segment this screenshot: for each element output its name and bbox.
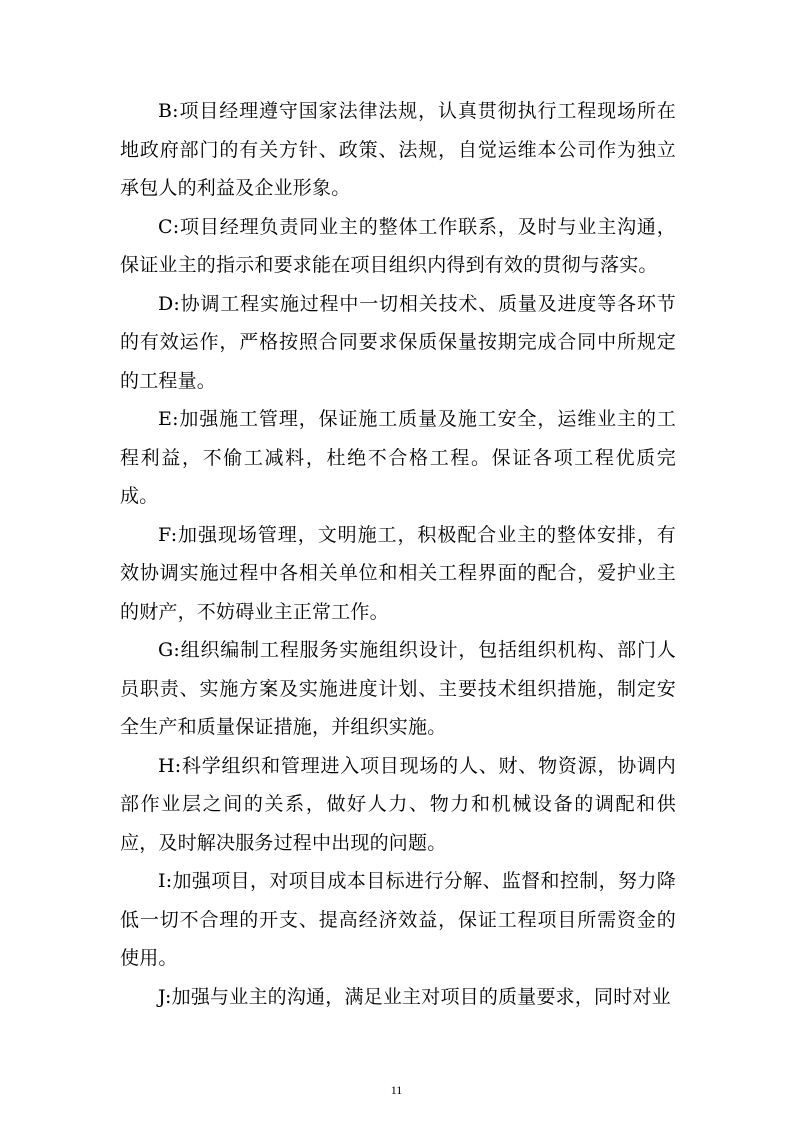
paragraph-b: B:项目经理遵守国家法律法规，认真贯彻执行工程现场所在地政府部门的有关方针、政策、法规，自觉运维本公司作为独立承包人的利益及企业形象。 [120,100,676,199]
paragraph-d: D:协调工程实施过程中一切相关技术、质量及进度等各环节的有效运作，严格按照合同要求保质保量按期完成合同中所规定的工程量。 [120,292,676,392]
paragraph-g: G:组织编制工程服务实施组织设计，包括组织机构、部门人员职责、实施方案及实施进度计划、主要技术组织措施，制定安全生产和质量保证措施，并组织实施。 [120,639,676,738]
paragraph-f: F:加强现场管理，文明施工，积极配合业主的整体安排，有效协调实施过程中各相关单位和相关工程界面的配合，爱护业主的财产，不妨碍业主正常工作。 [120,523,676,623]
page-number: 11 [390,1083,403,1097]
document-body [120,92,676,1016]
paragraph-i: I:加强项目，对项目成本目标进行分解、监督和控制，努力降低一切不合理的开支、提高经济效益，保证工程项目所需资金的使用。 [120,870,676,969]
paragraph-h: H:科学组织和管理进入项目现场的人、财、物资源，协调内部作业层之间的关系，做好人力、物力和机械设备的调配和供应，及时解决服务过程中出现的问题。 [120,754,676,854]
paragraph-c: C:项目经理负责同业主的整体工作联系，及时与业主沟通，保证业主的指示和要求能在项目组织内得到有效的贯彻与落实。 [120,215,676,276]
paragraph-e: E:加强施工管理，保证施工质量及施工安全，运维业主的工程利益，不偷工减料，杜绝不合格工程。保证各项工程优质完成。 [120,408,676,507]
paragraph-j: J:加强与业主的沟通，满足业主对项目的质量要求，同时对业 [158,985,671,1008]
